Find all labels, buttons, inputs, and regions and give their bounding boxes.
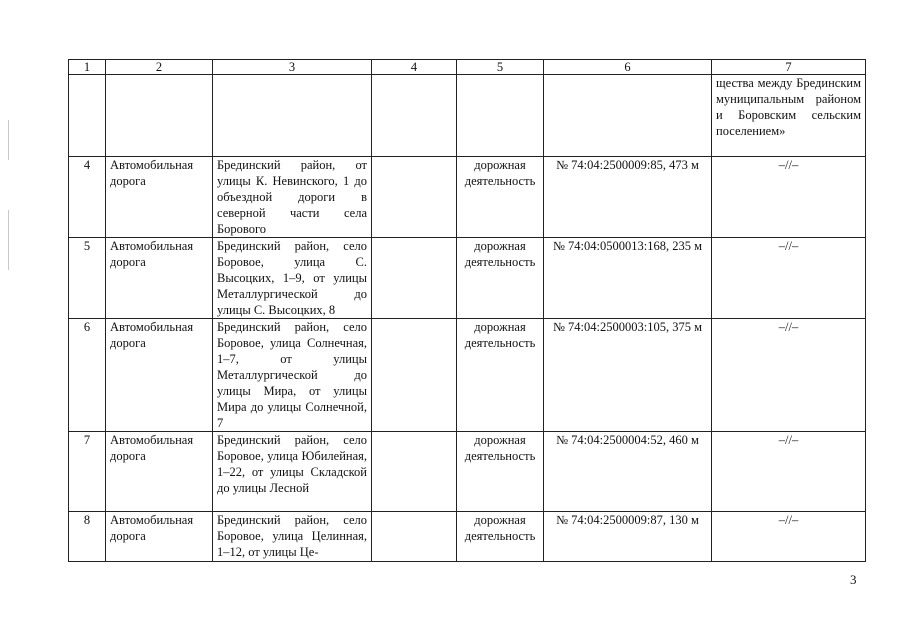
column-number: 3 [213,60,372,75]
row-number: 7 [69,432,106,512]
empty-cell [69,75,106,157]
empty-cell [372,75,457,157]
column-number-row [69,60,866,75]
same-as-above-mark: –//– [712,157,866,238]
object-name: Автомобильная дорога [106,157,213,238]
continuation-row [69,75,866,157]
empty-cell [372,512,457,562]
same-as-above-mark: –//– [712,432,866,512]
object-name: Автомобильная дорога [106,432,213,512]
table-row [69,512,866,562]
row-number: 5 [69,238,106,319]
column-number: 7 [712,60,866,75]
object-location: Брединский район, село Боровое, улица Солнечная, 1–7, от улицы Металлургической до улицы Мира, от улицы Мира до улицы Солнечной, 7 [213,319,372,432]
object-location: Брединский район, от улицы К. Невинского, 1 до объездной дороги в северной части села Борового [213,157,372,238]
empty-cell [372,432,457,512]
row-number: 8 [69,512,106,562]
object-name: Автомобильная дорога [106,238,213,319]
row-number: 4 [69,157,106,238]
column-number: 6 [544,60,712,75]
table-row [69,319,866,432]
scan-margin-mark [8,120,9,160]
empty-cell [372,157,457,238]
cadastral-number: № 74:04:2500004:52, 460 м [544,432,712,512]
scan-margin-mark [8,210,9,270]
empty-cell [372,319,457,432]
empty-cell [372,238,457,319]
cadastral-number: № 74:04:0500013:168, 235 м [544,238,712,319]
register-table [68,59,866,562]
activity-type: дорожная деятельность [457,512,544,562]
same-as-above-mark: –//– [712,512,866,562]
empty-cell [457,75,544,157]
cadastral-number: № 74:04:2500003:105, 375 м [544,319,712,432]
column-number: 5 [457,60,544,75]
empty-cell [544,75,712,157]
column-number: 2 [106,60,213,75]
cadastral-number: № 74:04:2500009:87, 130 м [544,512,712,562]
page-number: 3 [850,572,857,587]
column-number: 1 [69,60,106,75]
column-number: 4 [372,60,457,75]
activity-type: дорожная деятельность [457,432,544,512]
activity-type: дорожная деятельность [457,238,544,319]
activity-type: дорожная деятельность [457,157,544,238]
object-name: Автомобильная дорога [106,319,213,432]
empty-cell [106,75,213,157]
object-location: Брединский район, село Боровое, улица Целинная, 1–12, от улицы Це- [213,512,372,562]
cadastral-number: № 74:04:2500009:85, 473 м [544,157,712,238]
table-row [69,238,866,319]
same-as-above-mark: –//– [712,319,866,432]
object-name: Автомобильная дорога [106,512,213,562]
object-location: Брединский район, село Боровое, улица С. Высоцких, 1–9, от улицы Металлургической до улицы С. Высоцких, 8 [213,238,372,319]
table-row [69,432,866,512]
empty-cell [213,75,372,157]
table-row [69,157,866,238]
same-as-above-mark: –//– [712,238,866,319]
row-number: 6 [69,319,106,432]
object-location: Брединский район, село Боровое, улица Юбилейная, 1–22, от улицы Складской до улицы Лесной [213,432,372,512]
continuation-text: щества между Брединским муниципальным районом и Боровским сельским поселением» [712,75,866,157]
activity-type: дорожная деятельность [457,319,544,432]
